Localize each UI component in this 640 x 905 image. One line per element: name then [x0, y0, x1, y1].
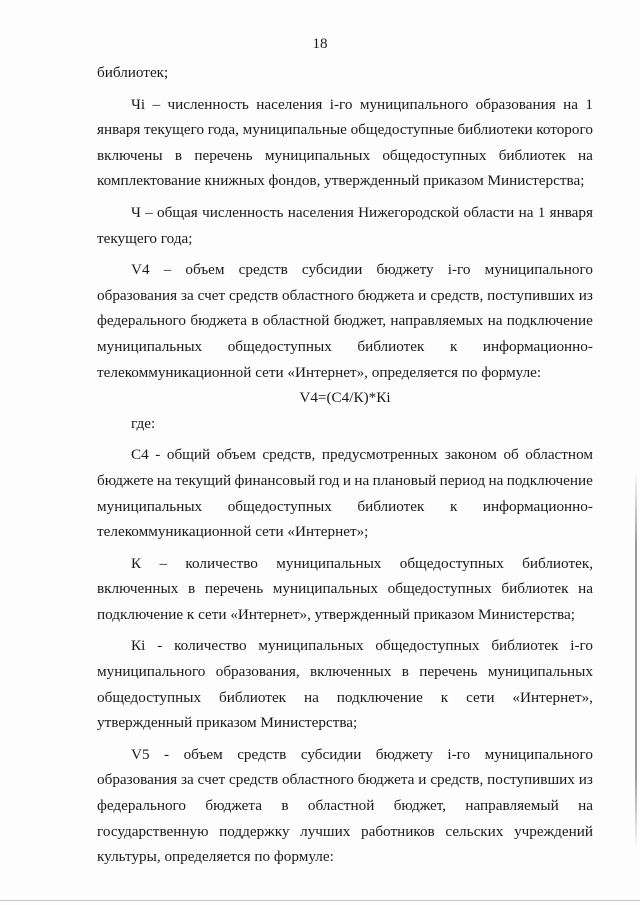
word: учреждений	[514, 822, 593, 840]
word: подключение	[506, 312, 593, 330]
word: бюджете	[97, 471, 154, 489]
word: год	[318, 471, 340, 489]
word: муниципального	[484, 745, 593, 763]
word: библиотеки	[457, 121, 533, 139]
word: –	[163, 261, 172, 279]
word: Кi	[131, 637, 146, 655]
scan-edge-line	[0, 900, 640, 901]
text-line	[97, 659, 593, 685]
word: муниципальные	[242, 121, 347, 139]
word: период	[439, 471, 486, 489]
word: лучших	[300, 822, 351, 840]
word: областной	[307, 797, 375, 815]
word: финансовый	[234, 471, 316, 489]
word: муниципальных	[97, 497, 203, 515]
page-number: 18	[312, 36, 328, 52]
text-line: телекоммуникационной сети «Интернет»;	[97, 523, 369, 541]
formula: V4=(С4/К)*Кi	[299, 389, 391, 407]
word: общедоступных	[382, 146, 487, 164]
word: средств	[237, 745, 287, 763]
word: средств,	[430, 771, 484, 789]
word: общедоступных	[375, 637, 480, 655]
text-line	[97, 742, 593, 768]
word: библиотек,	[522, 554, 593, 572]
word: библиотек	[491, 637, 559, 655]
word: i-го	[329, 95, 353, 113]
word: подключение	[336, 688, 423, 706]
word: муниципальных	[258, 637, 364, 655]
word: января	[549, 203, 593, 221]
word: –	[152, 95, 161, 113]
word: i-го	[447, 745, 471, 763]
word: на	[354, 471, 370, 489]
word: «Интернет»,	[512, 688, 593, 706]
word: и	[418, 286, 427, 304]
word: включенных	[97, 580, 179, 598]
word: к	[449, 497, 458, 515]
word: муниципальных	[487, 663, 593, 681]
word: на	[487, 312, 503, 330]
word: включенных	[310, 663, 392, 681]
word: на	[303, 688, 319, 706]
word: информационно-	[482, 497, 593, 515]
word: -	[164, 745, 170, 763]
text-line	[97, 257, 593, 283]
word: бюджет,	[333, 312, 387, 330]
word: перечень	[194, 146, 253, 164]
word: законом	[444, 446, 497, 464]
text-line: утвержденный приказом Министерства;	[97, 714, 358, 732]
text-line: где:	[131, 414, 156, 432]
text-line: текущего года;	[97, 229, 193, 247]
word: 1	[537, 203, 546, 221]
word: на	[488, 471, 504, 489]
word: об	[503, 446, 519, 464]
word: перечень	[204, 580, 264, 598]
word: образования	[475, 95, 556, 113]
word: V5	[131, 745, 150, 763]
word: i-го	[447, 261, 471, 279]
word: бюджету	[376, 261, 434, 279]
word: общедоступных	[227, 497, 332, 515]
text-line	[97, 551, 593, 577]
word: библиотек	[357, 497, 425, 515]
word: на	[578, 580, 593, 598]
word: федерального	[97, 797, 186, 815]
text-line	[97, 819, 593, 845]
word: населения	[256, 95, 323, 113]
word: в	[174, 146, 183, 164]
text-line	[97, 468, 593, 494]
word: количество	[185, 554, 258, 572]
text-line: подключение к сети «Интернет», утвержденный приказом Министерства;	[97, 605, 575, 623]
word: объем	[183, 745, 223, 763]
word: общий	[166, 446, 211, 464]
word: которого	[536, 121, 593, 139]
word: муниципального	[97, 663, 206, 681]
word: средств,	[262, 446, 316, 464]
word: объем	[185, 261, 225, 279]
word: К	[131, 554, 142, 572]
word: библиотек	[501, 580, 569, 598]
word: включены	[97, 146, 163, 164]
word: общедоступных	[399, 554, 504, 572]
word: областной	[262, 312, 330, 330]
word: из	[578, 771, 593, 789]
document-body	[97, 60, 593, 870]
text-line	[97, 334, 593, 360]
word: образования	[97, 771, 178, 789]
word: текущий	[175, 471, 232, 489]
word: за	[181, 771, 194, 789]
word: бюджета	[205, 797, 262, 815]
text-line	[97, 308, 593, 334]
word: муниципального	[359, 95, 469, 113]
word: бюджету	[375, 745, 433, 763]
word: субсидии	[301, 261, 363, 279]
word: перечень	[419, 663, 478, 681]
word: на	[578, 797, 593, 815]
word: областного	[282, 286, 354, 304]
word: в	[401, 663, 409, 681]
word: федерального	[97, 312, 186, 330]
word: на	[578, 146, 593, 164]
word: в	[188, 580, 196, 598]
text-line	[97, 633, 593, 659]
text-line	[97, 117, 593, 143]
word: на	[156, 471, 172, 489]
word: общедоступных	[387, 580, 492, 598]
word: -	[155, 446, 161, 464]
word: за	[181, 286, 194, 304]
word: на	[563, 95, 579, 113]
word: муниципальных	[276, 554, 382, 572]
word: средств	[229, 771, 279, 789]
word: образования,	[215, 663, 300, 681]
word: средств	[238, 261, 288, 279]
text-line	[97, 283, 593, 309]
word: информационно-	[482, 337, 593, 355]
word: направляемых	[390, 312, 484, 330]
word: бюджета	[357, 771, 415, 789]
word: общедоступных	[227, 337, 332, 355]
word: подключение	[506, 471, 593, 489]
text-line	[97, 143, 593, 169]
word: субсидии	[300, 745, 362, 763]
text-line	[97, 92, 593, 118]
word: предусмотренных	[321, 446, 439, 464]
word: плановый	[372, 471, 437, 489]
word: к	[449, 337, 458, 355]
text-line	[97, 685, 593, 711]
word: счет	[197, 771, 226, 789]
word: бюджет,	[393, 797, 447, 815]
word: библиотек	[219, 688, 287, 706]
text-line: телекоммуникационной сети «Интернет», определяется по формуле:	[97, 363, 542, 381]
word: поддержку	[219, 822, 290, 840]
text-line: комплектование книжных фондов, утвержденный приказом Министерства;	[97, 172, 585, 190]
word: работников	[361, 822, 435, 840]
word: поступивших	[487, 771, 575, 789]
text-line	[97, 200, 593, 226]
word: количество	[174, 637, 247, 655]
word: Ч	[131, 203, 141, 221]
word: численность	[167, 95, 249, 113]
word: –	[159, 554, 168, 572]
word: Нижегородской	[358, 203, 460, 221]
text-line	[97, 767, 593, 793]
text-line: библиотек;	[97, 64, 169, 81]
word: государственную	[97, 822, 209, 840]
word: библиотек	[357, 337, 425, 355]
scan-edge-shadow	[635, 470, 637, 850]
word: на	[518, 203, 534, 221]
word: бюджета	[190, 312, 247, 330]
word: общедоступные	[350, 121, 454, 139]
word: в	[281, 797, 289, 815]
text-line: культуры, определяется по формуле:	[97, 848, 334, 866]
word: –	[145, 203, 153, 221]
word: сельских	[445, 822, 504, 840]
word: общедоступных	[97, 688, 202, 706]
word: счет	[197, 286, 226, 304]
word: и	[418, 771, 427, 789]
word: общая	[157, 203, 198, 221]
word: -	[157, 637, 163, 655]
word: муниципальных	[264, 146, 371, 164]
word: муниципальных	[97, 337, 203, 355]
word: областном	[525, 446, 593, 464]
word: текущего	[144, 121, 205, 139]
word: сети	[466, 688, 495, 706]
word: и	[342, 471, 351, 489]
word: объем	[216, 446, 256, 464]
word: в	[251, 312, 259, 330]
text-line	[97, 793, 593, 819]
text-line	[97, 576, 593, 602]
word: области	[463, 203, 515, 221]
word: года,	[207, 121, 239, 139]
word: муниципальных	[272, 580, 378, 598]
text-line	[97, 494, 593, 520]
word: библиотек	[498, 146, 566, 164]
word: 1	[585, 95, 593, 113]
word: V4	[131, 261, 150, 279]
word: численность	[202, 203, 284, 221]
word: поступивших	[487, 286, 575, 304]
word: областного	[282, 771, 354, 789]
word: бюджета	[357, 286, 415, 304]
word: Чi	[131, 95, 146, 113]
word: средств,	[430, 286, 484, 304]
word: образования	[97, 286, 178, 304]
word: из	[578, 286, 593, 304]
word: января	[97, 121, 141, 139]
word: муниципального	[484, 261, 593, 279]
word: i-го	[570, 637, 593, 655]
text-line	[97, 442, 593, 468]
word: направляемый	[465, 797, 559, 815]
word: к	[440, 688, 449, 706]
word: средств	[229, 286, 279, 304]
word: населения	[287, 203, 354, 221]
word: С4	[131, 446, 149, 464]
